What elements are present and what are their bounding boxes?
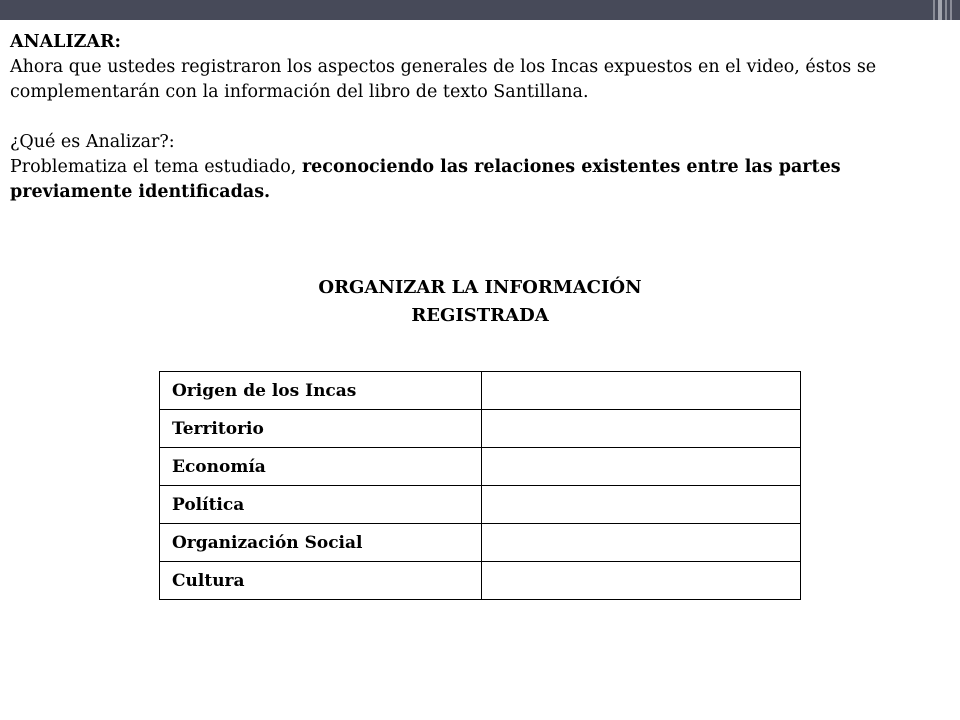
row-value-cell[interactable] — [482, 448, 801, 486]
bar-stripes-decoration — [933, 0, 952, 20]
section-title — [0, 274, 960, 330]
row-label: Economía — [160, 448, 482, 486]
section-title-line-1: ORGANIZAR LA INFORMACIÓN — [318, 277, 642, 298]
row-label: Cultura — [160, 562, 482, 600]
row-value-cell[interactable] — [482, 410, 801, 448]
row-label: Organización Social — [160, 524, 482, 562]
info-table-wrapper — [159, 371, 801, 600]
heading-analizar: ANALIZAR: — [10, 32, 121, 52]
table-row — [160, 486, 801, 524]
question-label: ¿Qué es Analizar?: — [10, 132, 175, 152]
table-row — [160, 562, 801, 600]
table-row — [160, 524, 801, 562]
definition-plain-text: Problematiza el tema estudiado, — [10, 157, 302, 177]
row-value-cell[interactable] — [482, 562, 801, 600]
row-value-cell[interactable] — [482, 372, 801, 410]
definition-paragraph — [10, 155, 950, 205]
definition-bold-text: reconociendo las relaciones existentes entre las partes previamente identificadas. — [10, 157, 841, 202]
info-table — [159, 371, 801, 600]
row-value-cell[interactable] — [482, 486, 801, 524]
section-title-line-2: REGISTRADA — [411, 305, 549, 326]
text-content — [10, 30, 950, 205]
table-row — [160, 448, 801, 486]
row-label: Origen de los Incas — [160, 372, 482, 410]
row-label: Política — [160, 486, 482, 524]
row-value-cell[interactable] — [482, 524, 801, 562]
table-row — [160, 372, 801, 410]
top-decorative-bar — [0, 0, 960, 20]
table-row — [160, 410, 801, 448]
intro-paragraph: Ahora que ustedes registraron los aspectos generales de los Incas expuestos en el video, éstos se complementarán con la información del libro de texto Santillana. — [10, 57, 877, 102]
row-label: Territorio — [160, 410, 482, 448]
